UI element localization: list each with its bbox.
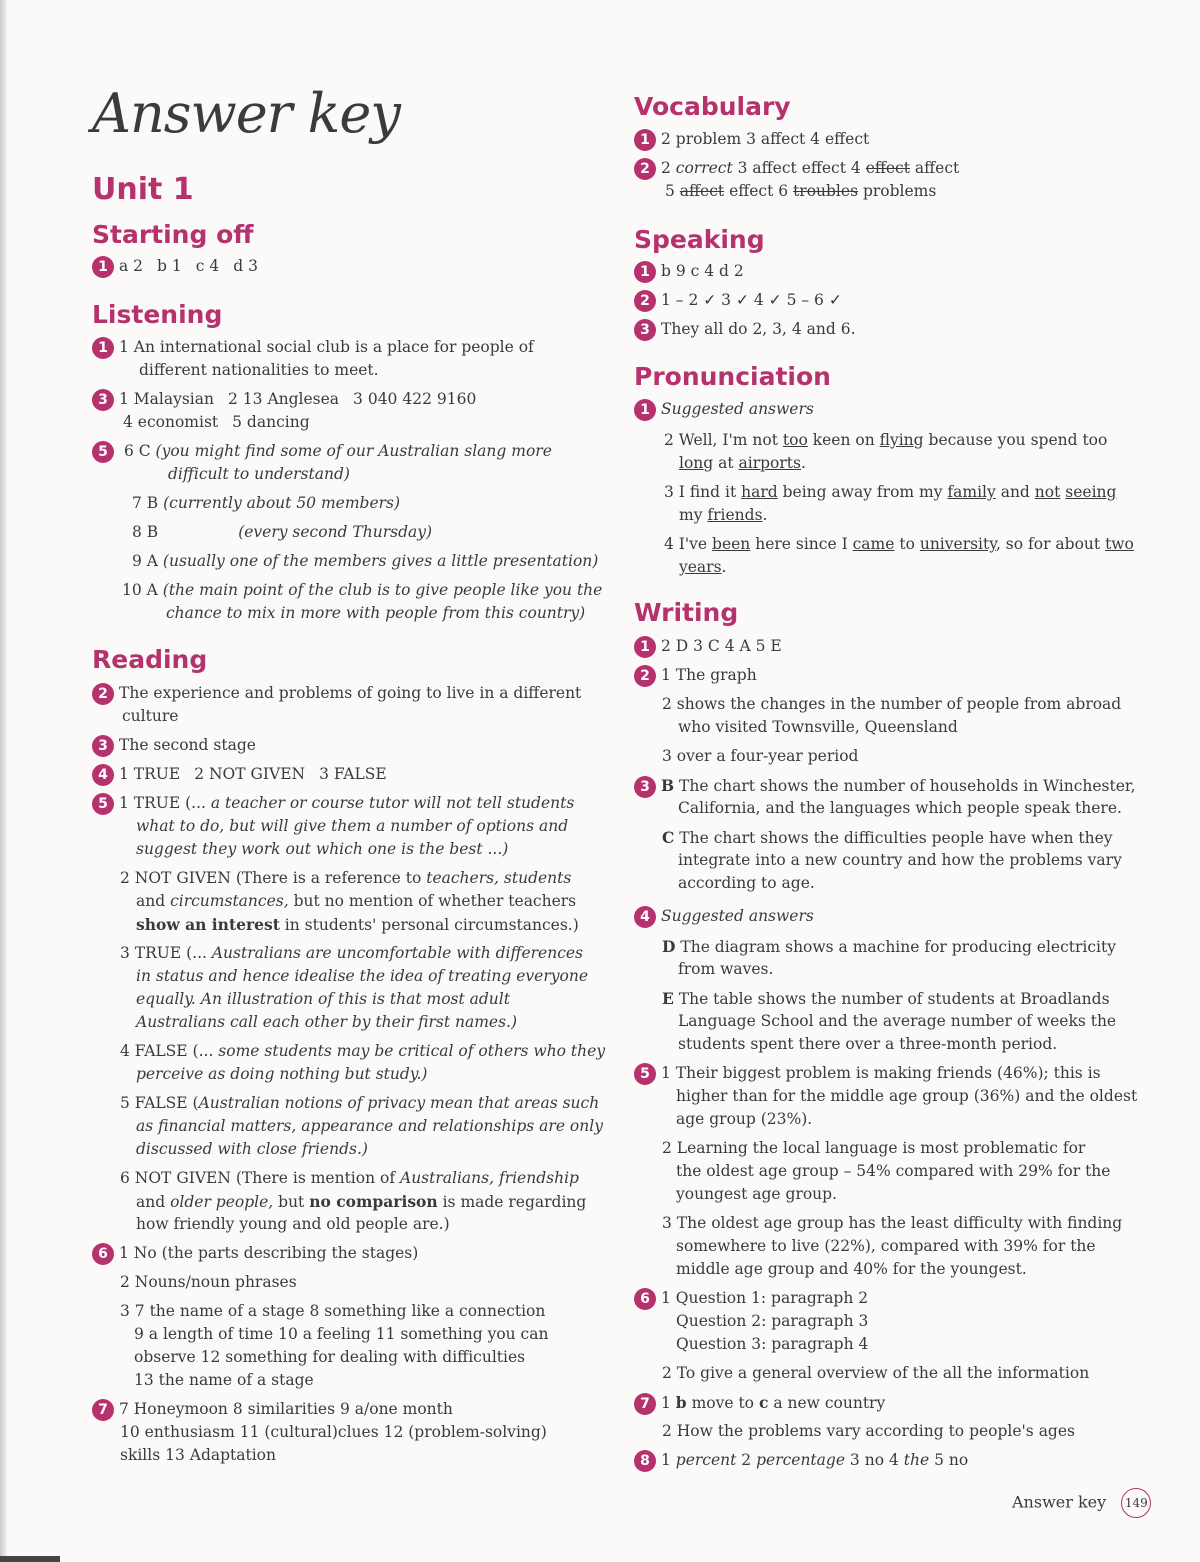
writing-q3-b: 3 B The chart shows the number of households in Winchester, bbox=[634, 774, 1136, 798]
footer-label: Answer key bbox=[1012, 1492, 1107, 1512]
page-footer bbox=[1012, 1488, 1151, 1518]
exercise-number: 5 bbox=[92, 793, 114, 815]
exercise-number: 3 bbox=[92, 735, 114, 757]
reading-q5-4: 4 FALSE (... some students may be critical of others who they bbox=[120, 1042, 606, 1060]
reading-q5-5-cont: as financial matters, appearance and relationships are only bbox=[136, 1117, 603, 1135]
listening-q3-cont: 4 economist 5 dancing bbox=[123, 413, 310, 431]
reading-q5-1-cont: what to do, but will give them a number of options and bbox=[136, 817, 569, 835]
reading-q6-1: 6 1 No (the parts describing the stages) bbox=[92, 1242, 418, 1265]
writing-q8: 8 1 percent 2 percentage 3 no 4 the 5 no bbox=[634, 1449, 968, 1472]
reading-q7: 7 7 Honeymoon 8 similarities 9 a/one month bbox=[92, 1398, 453, 1421]
exercise-number: 6 bbox=[92, 1243, 114, 1265]
heading-listening: Listening bbox=[92, 300, 223, 329]
writing-q6-2: 2 To give a general overview of the all the information bbox=[662, 1364, 1090, 1382]
reading-q5-4-cont: perceive as doing nothing but study.) bbox=[136, 1065, 428, 1083]
writing-q6-1-cont: Question 2: paragraph 3 bbox=[676, 1312, 869, 1330]
reading-q5-3-cont2: equally. An illustration of this is that most adult bbox=[136, 990, 510, 1008]
exercise-number: 1 bbox=[92, 256, 114, 278]
reading-q5-2-cont2: show an interest in students' personal circumstances.) bbox=[136, 915, 579, 934]
exercise-number: 1 bbox=[92, 337, 114, 359]
exercise-number: 4 bbox=[634, 906, 656, 928]
exercise-number: 2 bbox=[634, 290, 656, 312]
writing-q4-d: D The diagram shows a machine for producing electricity bbox=[662, 937, 1116, 956]
reading-q5-5: 5 FALSE (Australian notions of privacy mean that areas such bbox=[120, 1094, 600, 1112]
listening-q5-10: 10 A (the main point of the club is to give people like you the bbox=[122, 581, 603, 599]
speaking-q1: 1 b 9 c 4 d 2 bbox=[634, 260, 744, 283]
starting-off-q1: 1 a 2 b 1 c 4 d 3 bbox=[92, 255, 258, 278]
exercise-number: 6 bbox=[634, 1288, 656, 1310]
exercise-number: 3 bbox=[634, 319, 656, 341]
writing-q4-e-cont2: students spent there over a three-month period. bbox=[678, 1035, 1058, 1053]
writing-q1: 1 2 D 3 C 4 A 5 E bbox=[634, 635, 782, 658]
exercise-number: 3 bbox=[92, 389, 114, 411]
heading-writing: Writing bbox=[634, 598, 739, 627]
writing-q4-e-cont: Language School and the average number of weeks the bbox=[678, 1012, 1117, 1030]
reading-q6-3-cont: 9 a length of time 10 a feeling 11 something you can bbox=[134, 1325, 549, 1343]
vocabulary-q1: 1 2 problem 3 affect 4 effect bbox=[634, 128, 869, 151]
writing-q4-e: E The table shows the number of students at Broadlands bbox=[662, 989, 1110, 1008]
writing-q2-1: 2 1 The graph bbox=[634, 664, 757, 687]
listening-q5-6: 5 6 C (you might find some of our Australian slang more bbox=[92, 440, 552, 463]
writing-q2-2: 2 shows the changes in the number of people from abroad bbox=[662, 695, 1122, 713]
exercise-number: 2 bbox=[634, 665, 656, 687]
page-gutter-shadow bbox=[0, 0, 7, 1562]
exercise-number: 4 bbox=[92, 764, 114, 786]
exercise-number: 5 bbox=[92, 441, 114, 463]
reading-q5-6-cont2: how friendly young and old people are.) bbox=[136, 1215, 450, 1233]
pronunciation-a4: 4 I've been here since I came to university, so for about two bbox=[664, 535, 1134, 553]
writing-q5-3-cont2: middle age group and 40% for the youngest. bbox=[676, 1260, 1027, 1278]
reading-q7-cont: 10 enthusiasm 11 (cultural)clues 12 (problem-solving) bbox=[120, 1423, 547, 1441]
writing-q7-2: 2 How the problems vary according to people's ages bbox=[662, 1422, 1075, 1440]
listening-q3: 3 1 Malaysian 2 13 Anglesea 3 040 422 9160 bbox=[92, 388, 476, 411]
reading-q5-6-cont: and older people, but no comparison is made regarding bbox=[136, 1192, 587, 1211]
reading-q2-cont: culture bbox=[122, 707, 179, 725]
speaking-q3: 3 They all do 2, 3, 4 and 6. bbox=[634, 318, 856, 341]
writing-q5-2-cont: the oldest age group – 54% compared with 29% for the bbox=[676, 1162, 1111, 1180]
reading-q3: 3 The second stage bbox=[92, 734, 256, 757]
exercise-number: 3 bbox=[634, 776, 656, 798]
listening-q1-cont: different nationalities to meet. bbox=[139, 361, 379, 379]
reading-q7-cont2: skills 13 Adaptation bbox=[120, 1446, 276, 1464]
unit-heading: Unit 1 bbox=[92, 172, 194, 207]
writing-q5-1-cont2: age group (23%). bbox=[676, 1110, 813, 1128]
writing-q3-c: C The chart shows the difficulties people have when they bbox=[662, 828, 1113, 847]
reading-q6-3-cont3: 13 the name of a stage bbox=[134, 1371, 314, 1389]
exercise-number: 7 bbox=[634, 1393, 656, 1415]
writing-q3-c-cont: integrate into a new country and how the problems vary bbox=[678, 851, 1122, 869]
heading-speaking: Speaking bbox=[634, 225, 765, 254]
exercise-number: 8 bbox=[634, 1450, 656, 1472]
writing-q5-3: 3 The oldest age group has the least difficulty with finding bbox=[662, 1214, 1123, 1232]
reading-q4: 4 1 TRUE 2 NOT GIVEN 3 FALSE bbox=[92, 763, 387, 786]
listening-q5-6-cont: difficult to understand) bbox=[168, 465, 350, 483]
exercise-number: 2 bbox=[634, 158, 656, 180]
heading-pronunciation: Pronunciation bbox=[634, 362, 831, 391]
page-title: Answer key bbox=[92, 82, 400, 145]
reading-q6-2: 2 Nouns/noun phrases bbox=[120, 1273, 297, 1291]
reading-q6-3-cont2: observe 12 something for dealing with difficulties bbox=[134, 1348, 526, 1366]
pronunciation-a3: 3 I find it hard being away from my family and not seeing bbox=[664, 483, 1117, 501]
reading-q5-1-cont2: suggest they work out which one is the best ...) bbox=[136, 840, 509, 858]
exercise-number: 1 bbox=[634, 636, 656, 658]
exercise-number: 2 bbox=[92, 683, 114, 705]
listening-q5-10-cont: chance to mix in more with people from this country) bbox=[166, 604, 586, 622]
page-corner-mark bbox=[0, 1556, 60, 1562]
speaking-q2: 2 1 – 2 ✓ 3 ✓ 4 ✓ 5 – 6 ✓ bbox=[634, 289, 842, 312]
reading-q5-3: 3 TRUE (... Australians are uncomfortable with differences bbox=[120, 944, 584, 962]
exercise-number: 1 bbox=[634, 261, 656, 283]
reading-q5-5-cont2: discussed with close friends.) bbox=[136, 1140, 368, 1158]
writing-q5-3-cont: somewhere to live (22%), compared with 39% for the bbox=[676, 1237, 1096, 1255]
writing-q4-d-cont: from waves. bbox=[678, 960, 774, 978]
pronunciation-a3-cont: my friends. bbox=[679, 506, 768, 524]
reading-q5-6: 6 NOT GIVEN (There is mention of Australians, friendship bbox=[120, 1169, 579, 1187]
reading-q6-3: 3 7 the name of a stage 8 something like a connection bbox=[120, 1302, 546, 1320]
reading-q5-1: 5 1 TRUE (... a teacher or course tutor will not tell students bbox=[92, 792, 574, 815]
writing-q6-1-cont2: Question 3: paragraph 4 bbox=[676, 1335, 869, 1353]
exercise-number: 7 bbox=[92, 1399, 114, 1421]
writing-q2-2-cont: who visited Townsville, Queensland bbox=[678, 718, 958, 736]
exercise-number: 5 bbox=[634, 1063, 656, 1085]
heading-reading: Reading bbox=[92, 645, 208, 674]
writing-q5-1-cont: higher than for the middle age group (36%) and the oldest bbox=[676, 1087, 1138, 1105]
page-number: 149 bbox=[1121, 1488, 1151, 1518]
writing-q5-1: 5 1 Their biggest problem is making friends (46%); this is bbox=[634, 1062, 1101, 1085]
writing-q4: 4 Suggested answers bbox=[634, 905, 814, 928]
writing-q5-2: 2 Learning the local language is most problematic for bbox=[662, 1139, 1086, 1157]
reading-q5-3-cont: in status and hence idealise the idea of treating everyone bbox=[136, 967, 588, 985]
reading-q5-2: 2 NOT GIVEN (There is a reference to teachers, students bbox=[120, 869, 572, 887]
writing-q6-1: 6 1 Question 1: paragraph 2 bbox=[634, 1287, 868, 1310]
pronunciation-a4-cont: years. bbox=[679, 558, 727, 576]
exercise-number: 1 bbox=[634, 399, 656, 421]
exercise-number: 1 bbox=[634, 129, 656, 151]
reading-q5-2-cont: and circumstances, but no mention of whether teachers bbox=[136, 892, 577, 910]
writing-q2-3: 3 over a four-year period bbox=[662, 747, 859, 765]
pronunciation-q1: 1 Suggested answers bbox=[634, 398, 814, 421]
listening-q5-8: 8 B (every second Thursday) bbox=[132, 523, 433, 541]
heading-starting-off: Starting off bbox=[92, 220, 254, 249]
pronunciation-a2: 2 Well, I'm not too keen on flying because you spend too bbox=[664, 431, 1108, 449]
writing-q3-b-cont: California, and the languages which people speak there. bbox=[678, 799, 1122, 817]
pronunciation-a2-cont: long at airports. bbox=[679, 454, 806, 472]
writing-q5-2-cont2: youngest age group. bbox=[676, 1185, 838, 1203]
listening-q1: 1 1 An international social club is a place for people of bbox=[92, 336, 534, 359]
heading-vocabulary: Vocabulary bbox=[634, 92, 791, 121]
vocabulary-q2: 2 2 correct 3 affect effect 4 effect affect bbox=[634, 157, 959, 180]
listening-q5-9: 9 A (usually one of the members gives a little presentation) bbox=[132, 552, 599, 570]
writing-q7-1: 7 1 b move to c a new country bbox=[634, 1391, 885, 1415]
reading-q2: 2 The experience and problems of going to live in a different bbox=[92, 682, 581, 705]
vocabulary-q2-cont: 5 affect effect 6 troubles problems bbox=[665, 182, 937, 200]
writing-q3-c-cont2: according to age. bbox=[678, 874, 815, 892]
listening-q5-7: 7 B (currently about 50 members) bbox=[132, 494, 401, 512]
reading-q5-3-cont3: Australians call each other by their first names.) bbox=[136, 1013, 518, 1031]
